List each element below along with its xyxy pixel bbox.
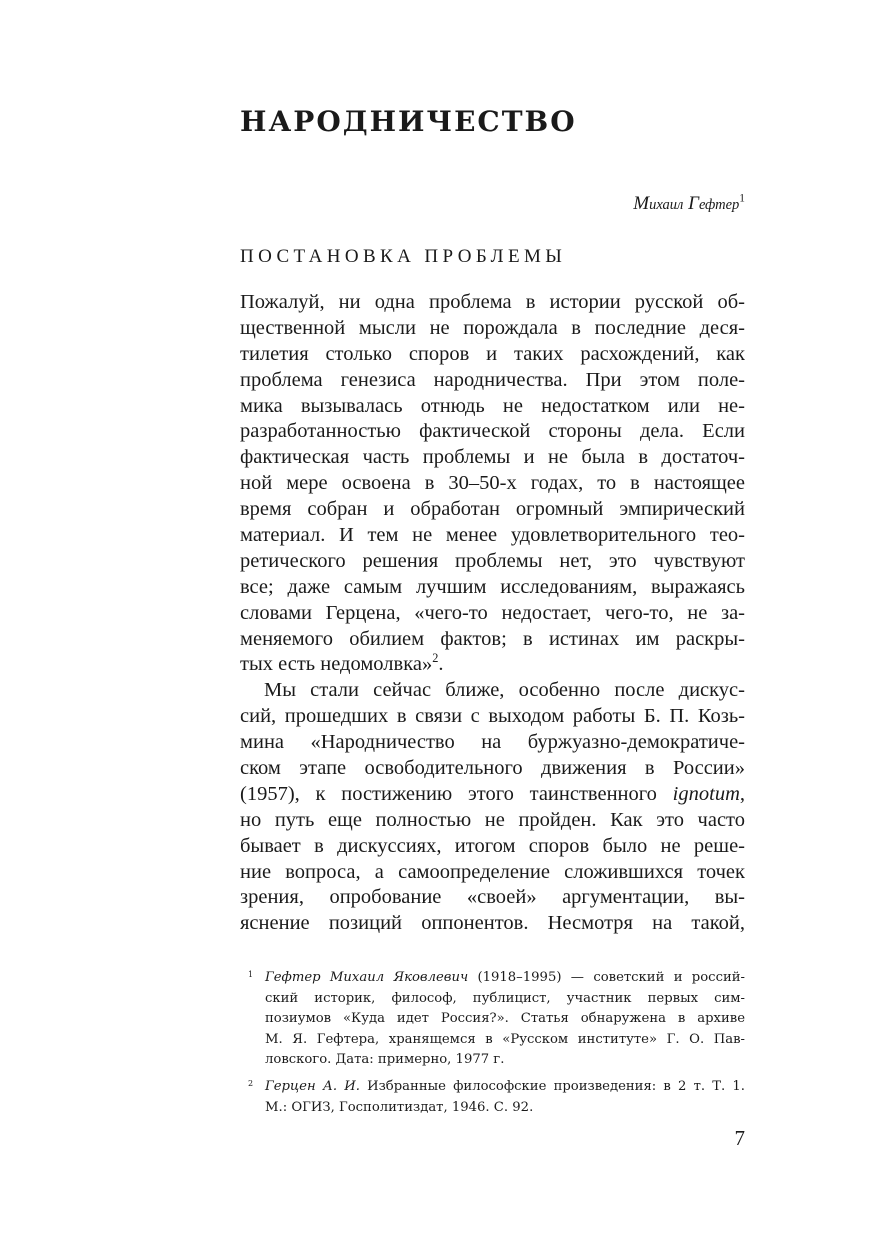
body-line: щественной мысли не порождала в последние деся- [240,316,745,339]
punctuation: , [739,782,745,805]
chapter-author [633,192,745,217]
body-line: Мы стали сейчас ближе, особенно после дискус- [264,679,745,702]
book-page [240,0,745,1241]
body-line: фактическая часть проблемы и не была в достаточ- [240,446,745,469]
author-footnote-ref[interactable]: 1 [739,192,745,205]
author-initial-first: М [633,193,650,214]
body-line [240,652,745,678]
body-line: ском этапе освободительного движения в России» [240,757,745,780]
body-line: разработанностью фактической стороны дела. Если [240,420,745,443]
author-initial-last: Г [688,193,699,214]
footnote-2 [240,1077,745,1118]
footnotes [240,968,745,1118]
footnote-line-text: (1918–1995) — советский и россий- [468,970,745,985]
body-line: Пожалуй, ни одна проблема в истории русской об- [240,291,745,313]
body-line-text: тых есть недомолвка» [240,653,433,676]
body-line: сий, прошедших в связи с выходом работы Б. П. Козь- [240,705,745,728]
body-line: ние вопроса, а самоопределение сложившихся точек [240,860,745,883]
body-line: словами Герцена, «чего-то недостает, чего-то, не за- [240,601,745,624]
section-heading: ПОСТАНОВКА ПРОБЛЕМЫ [240,246,567,267]
body-line: мина «Народничество на буржуазно-демократиче- [240,731,745,754]
footnote-line [265,1077,745,1098]
footnote-line: ловского. Дата: примерно, 1977 г. [265,1052,505,1068]
body-line: мика вызывалась отнюдь не недостатком или не- [240,394,745,417]
body-line [240,782,745,808]
body-line: ной мере освоена в 30–50-х годах, то в настоящее [240,472,745,495]
body-line: зрения, опробование «своей» аргументации, вы- [240,886,745,909]
footnote-1 [240,968,745,1071]
body-line: меняемого обилием фактов; в истинах им раскры- [240,627,745,650]
body-text [240,290,745,937]
footnote-line: позиумов «Куда идет Россия?». Статья обнаружена в архиве [265,1011,745,1027]
footnote-line-text: Избранные философские произведения: в 2 т. Т. 1. [359,1078,745,1094]
footnote-line: М. Я. Гефтера, хранящемся в «Русском институте» Г. О. Пав- [265,1031,745,1047]
author-last-name-rest: ефтер [698,197,740,213]
body-line: ретического решения проблемы нет, это чувствуют [240,549,745,572]
footnote-name: Гефтер Михаил Яковлевич [265,970,469,985]
italic-term: ignotum [672,782,740,805]
footnote-ref-2[interactable]: 2 [432,651,439,666]
body-line: все; даже самым лучшим исследованиям, выражаясь [240,575,745,598]
author-first-name-rest: ихаил [649,197,684,213]
body-line: время собран и обработан огромный эмпирический [240,498,745,521]
footnote-line: М.: ОГИЗ, Госполитиздат, 1946. С. 92. [265,1099,534,1115]
body-line: но путь еще полностью не пройден. Как это часто [240,808,745,831]
body-line: проблема генезиса народничества. При этом поле- [240,368,745,391]
body-line: бывает в дискуссиях, итогом споров было не реше- [240,834,745,857]
punctuation: . [438,653,444,676]
footnote-name: Герцен А. И. [265,1078,360,1094]
body-line-text: (1957), к постижению этого таинственного [240,782,673,805]
chapter-title: НАРОДНИЧЕСТВО [240,105,577,138]
body-line: тилетия столько споров и таких расхождений, как [240,342,745,365]
body-line: материал. И тем не менее удовлетворительного тео- [240,524,745,547]
footnote-line [265,968,745,989]
footnote-number: 1 [248,970,254,979]
page-number: 7 [734,1126,745,1150]
footnote-number: 2 [248,1078,254,1088]
footnote-line: ский историк, философ, публицист, участник первых сим- [265,990,745,1006]
body-line: яснение позиций оппонентов. Несмотря на такой, [240,912,745,935]
